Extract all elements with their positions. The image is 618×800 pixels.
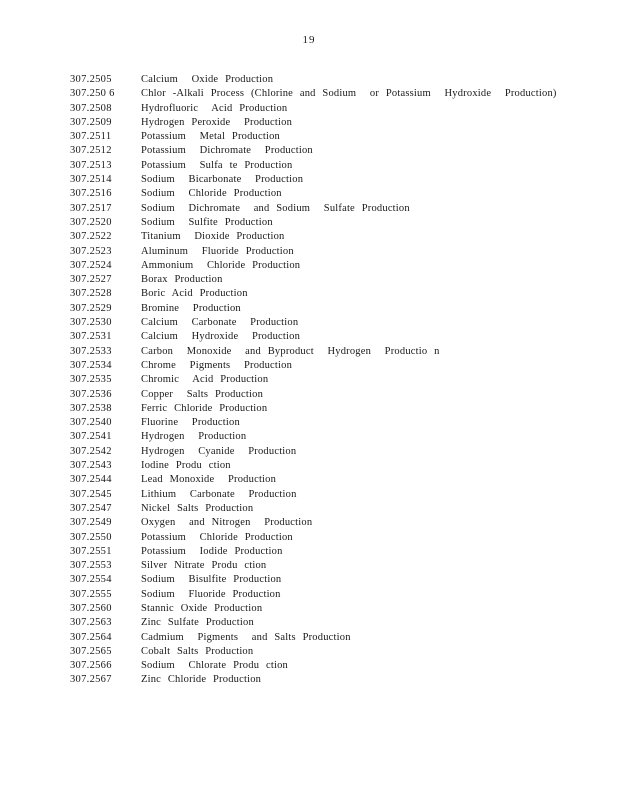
section-row [70, 616, 598, 630]
section-number: 307.2551 [70, 545, 112, 557]
section-title: Nickel Salts Production [141, 502, 254, 514]
section-number: 307.2542 [70, 445, 112, 457]
section-title: Potassium Dichromate Production [141, 145, 313, 157]
section-number: 307.2505 [70, 74, 112, 85]
section-title: Cadmium Pigments and Salts Production [141, 631, 351, 643]
section-row [70, 102, 598, 116]
section-row [70, 602, 598, 616]
section-row [70, 73, 598, 87]
section-row [70, 573, 598, 587]
section-number: 307.2529 [70, 302, 112, 314]
section-title: Lithium Carbonate Production [141, 488, 297, 500]
section-title: Oxygen and Nitrogen Production [141, 517, 313, 529]
section-row [70, 388, 598, 402]
section-title: Sodium Dichromate and Sodium Sulfate Production [141, 202, 410, 214]
section-row [70, 245, 598, 259]
section-number: 307.2528 [70, 288, 112, 300]
section-title: Silver Nitrate Produ ction [141, 560, 267, 572]
section-title: Potassium Sulfa te Production [141, 159, 293, 171]
section-number: 307.2535 [70, 374, 112, 386]
section-title: Potassium Chloride Production [141, 531, 293, 543]
section-title: Bromine Production [141, 302, 241, 314]
section-number: 307.2527 [70, 274, 112, 286]
section-row [70, 259, 598, 273]
section-row [70, 87, 598, 101]
section-title: Hydrogen Cyanide Production [141, 445, 297, 457]
section-number: 307.2516 [70, 188, 112, 200]
section-number: 307.2520 [70, 216, 112, 228]
section-title: Sodium Bicarbonate Production [141, 174, 304, 186]
section-row [70, 545, 598, 559]
section-number: 307.2523 [70, 245, 112, 257]
section-title: Ferric Chloride Production [141, 402, 268, 414]
section-row [70, 202, 598, 216]
section-list [70, 73, 598, 688]
section-number: 307.2533 [70, 345, 112, 357]
section-row [70, 445, 598, 459]
section-number: 307.2531 [70, 331, 112, 343]
section-title: Carbon Monoxide and Byproduct Hydrogen Productio n [141, 345, 440, 357]
section-number: 307.2524 [70, 259, 112, 271]
section-row [70, 230, 598, 244]
section-title: Sodium Fluoride Production [141, 588, 281, 600]
section-title: Potassium Iodide Production [141, 545, 283, 557]
section-row [70, 359, 598, 373]
section-title: Iodine Produ ction [141, 460, 231, 472]
section-row [70, 173, 598, 187]
section-row [70, 287, 598, 301]
section-number: 307.2553 [70, 560, 112, 572]
section-row [70, 488, 598, 502]
section-number: 307.2549 [70, 517, 112, 529]
section-number: 307.2522 [70, 231, 112, 243]
section-row [70, 402, 598, 416]
section-number: 307.2554 [70, 574, 112, 586]
section-title: Borax Production [141, 274, 223, 286]
section-row [70, 473, 598, 487]
section-row [70, 645, 598, 659]
section-title: Lead Monoxide Production [141, 474, 277, 486]
section-number: 307.2555 [70, 588, 112, 600]
section-number: 307.2563 [70, 617, 112, 629]
section-number: 307.2543 [70, 460, 112, 472]
section-number: 307.2541 [70, 431, 112, 443]
section-number: 307.2550 [70, 531, 112, 543]
section-row [70, 673, 598, 687]
section-row [70, 216, 598, 230]
section-row [70, 502, 598, 516]
section-row [70, 302, 598, 316]
section-row [70, 273, 598, 287]
section-number: 307.2540 [70, 417, 112, 429]
section-number: 307.2564 [70, 631, 112, 643]
section-number: 307.2514 [70, 174, 112, 186]
section-title: Sodium Chloride Production [141, 188, 282, 200]
section-title: Copper Salts Production [141, 388, 264, 400]
section-number: 307.2511 [70, 131, 112, 143]
section-row [70, 144, 598, 158]
section-number: 307.2545 [70, 488, 112, 500]
section-title: Cobalt Salts Production [141, 645, 254, 657]
section-title: Potassium Metal Production [141, 131, 280, 143]
section-title: Chlor -Alkali Process (Chlorine and Sodium or Potassium Hydroxide Production) [141, 88, 557, 100]
section-row [70, 116, 598, 130]
section-number: 307.2547 [70, 502, 112, 514]
section-row [70, 430, 598, 444]
section-number: 307.2513 [70, 159, 112, 171]
section-row [70, 559, 598, 573]
section-row [70, 159, 598, 173]
section-number: 307.2512 [70, 145, 112, 157]
section-row [70, 316, 598, 330]
section-title: Ammonium Chloride Production [141, 259, 301, 271]
section-number: 307.2530 [70, 317, 112, 329]
section-title: Stannic Oxide Production [141, 602, 263, 614]
section-number: 307.250 6 [70, 88, 115, 100]
section-row [70, 516, 598, 530]
section-row [70, 416, 598, 430]
section-title: Hydrofluoric Acid Production [141, 102, 288, 114]
section-title: Hydrogen Production [141, 431, 247, 443]
section-title: Fluorine Production [141, 417, 240, 429]
section-title: Chrome Pigments Production [141, 359, 293, 371]
section-row [70, 659, 598, 673]
section-number: 307.2565 [70, 645, 112, 657]
section-row [70, 459, 598, 473]
section-number: 307.2536 [70, 388, 112, 400]
section-title: Sodium Sulfite Production [141, 216, 273, 228]
section-title: Sodium Bisulfite Production [141, 574, 282, 586]
section-row [70, 373, 598, 387]
section-row [70, 345, 598, 359]
section-title: Zinc Sulfate Production [141, 617, 254, 629]
section-title: Titanium Dioxide Production [141, 231, 285, 243]
section-number: 307.2517 [70, 202, 112, 214]
section-title: Calcium Hydroxide Production [141, 331, 301, 343]
section-row [70, 130, 598, 144]
section-title: Chromic Acid Production [141, 374, 269, 386]
section-row [70, 531, 598, 545]
section-title: Hydrogen Peroxide Production [141, 116, 293, 128]
section-row [70, 330, 598, 344]
section-number: 307.2509 [70, 116, 112, 128]
section-number: 307.2508 [70, 102, 112, 114]
section-number: 307.2534 [70, 359, 112, 371]
section-number: 307.2567 [70, 674, 112, 686]
section-title: Calcium Oxide Production [141, 74, 274, 85]
section-title: Calcium Carbonate Production [141, 317, 299, 329]
section-number: 307.2538 [70, 402, 112, 414]
section-title: Aluminum Fluoride Production [141, 245, 294, 257]
section-row [70, 631, 598, 645]
section-number: 307.2566 [70, 660, 112, 672]
section-number: 307.2544 [70, 474, 112, 486]
section-row [70, 588, 598, 602]
section-row [70, 187, 598, 201]
section-title: Boric Acid Production [141, 288, 248, 300]
section-title: Sodium Chlorate Produ ction [141, 660, 288, 672]
section-title: Zinc Chloride Production [141, 674, 262, 686]
section-number: 307.2560 [70, 602, 112, 614]
page-number: 19 [302, 34, 316, 46]
